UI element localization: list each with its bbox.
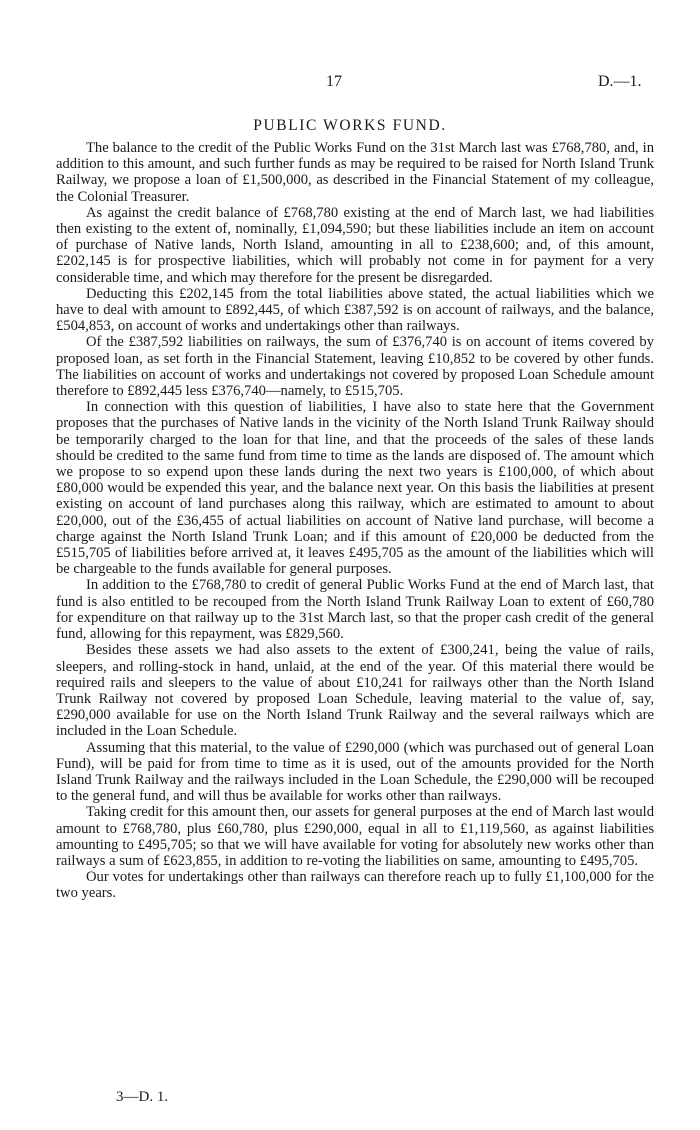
paragraph: Deducting this £202,145 from the total liabilities above stated, the actual liabilities which we have to deal with amount to £892,445, of which £387,592 is on account of railways, and the balance, £504,853, on account of works and undertakings other than railways. bbox=[56, 285, 654, 335]
section-title: PUBLIC WORKS FUND. bbox=[253, 117, 447, 134]
paragraph: As against the credit balance of £768,780 existing at the end of March last, we had liabilities then existing to the extent of, nominally, £1,094,590; but these liabilities include an item on account of purchase of Native lands, North Island, amounting in all to £238,600; and, of this amount, £202,145 is for prospective liabilities, which will probably not come in for payment for a very considerable time, and which may therefore for the present be disregarded. bbox=[56, 204, 654, 286]
document-reference: D.—1. bbox=[598, 73, 642, 90]
paragraph: The balance to the credit of the Public Works Fund on the 31st March last was £768,780, and, in addition to this amount, and such further funds as may be required to be raised for North Island Trunk Railway, we propose a loan of £1,500,000, as described in the Financial Statement of my colleague, the Colonial Treasurer. bbox=[56, 140, 654, 205]
page-number: 17 bbox=[326, 73, 342, 90]
paragraph: Of the £387,592 liabilities on railways, the sum of £376,740 is on account of items covered by proposed loan, as set forth in the Financial Statement, leaving £10,852 to be covered by other funds. The liabilities on account of works and undertakings not covered by proposed Loan Schedule amount therefore to £892,445 less £376,740—namely, to £515,705. bbox=[56, 334, 654, 400]
paragraph: Taking credit for this amount then, our assets for general purposes at the end of March last would amount to £768,780, plus £60,780, plus £290,000, equal in all to £1,119,560, as against liabilities amounting to £495,705; so that we will have available for voting for absolutely new works other than railways a sum of £623,855, in addition to re-voting the liabilities on same, amounting to £495,705. bbox=[56, 804, 654, 869]
paragraph: In connection with this question of liabilities, I have also to state here that the Government proposes that the purchases of Native lands in the vicinity of the North Island Trunk Railway should be temporarily charged to the loan for that line, and that the proceeds of the sales of these lands should be credited to the same fund from time to time as the lands are disposed of. The amount which we propose to so expend upon these lands during the next two years is £100,000, of which about £80,000 would be expended this year, and the balance next year. On this basis the liabilities at present existing on account of land purchases along this railway, which are estimated to amount to about £20,000, out of the £36,455 of actual liabilities on account of Native land purchase, will become a charge against the North Island Trunk Loan; and if this amount of £20,000 be deducted from the £515,705 of liabilities before arrived at, it leaves £495,705 as the amount of the liabilities which will be chargeable to the funds available for general purposes. bbox=[56, 399, 654, 578]
paragraph: Assuming that this material, to the value of £290,000 (which was purchased out of general Loan Fund), will be paid for from time to time as it is used, out of the amounts provided for the North Island Trunk Railway and the railways included in the Loan Schedule, the £290,000 will be recouped to the general fund, and will thus be available for works other than railways. bbox=[56, 739, 654, 805]
paragraph: Besides these assets we had also assets to the extent of £300,241, being the value of rails, sleepers, and rolling-stock in hand, unlaid, at the end of the year. Of this material there would be required rails and sleepers to the value of about £10,241 for railways other than the North Island Trunk Railway not covered by proposed Loan Schedule, leaving material to the value of, say, £290,000 available for use on the North Island Trunk Railway and the several railways which are included in the Loan Schedule. bbox=[56, 642, 654, 740]
paragraph: In addition to the £768,780 to credit of general Public Works Fund at the end of March last, that fund is also entitled to be recouped from the North Island Trunk Railway Loan to extent of £60,780 for expenditure on that railway up to the 31st March last, so that the proper cash credit of the general fund, allowing for this repayment, was £829,560. bbox=[56, 577, 654, 643]
signature-mark: 3—D. 1. bbox=[116, 1089, 169, 1105]
paragraph: Our votes for undertakings other than railways can therefore reach up to fully £1,100,000 for the two years. bbox=[56, 869, 654, 902]
body-text bbox=[56, 140, 654, 902]
